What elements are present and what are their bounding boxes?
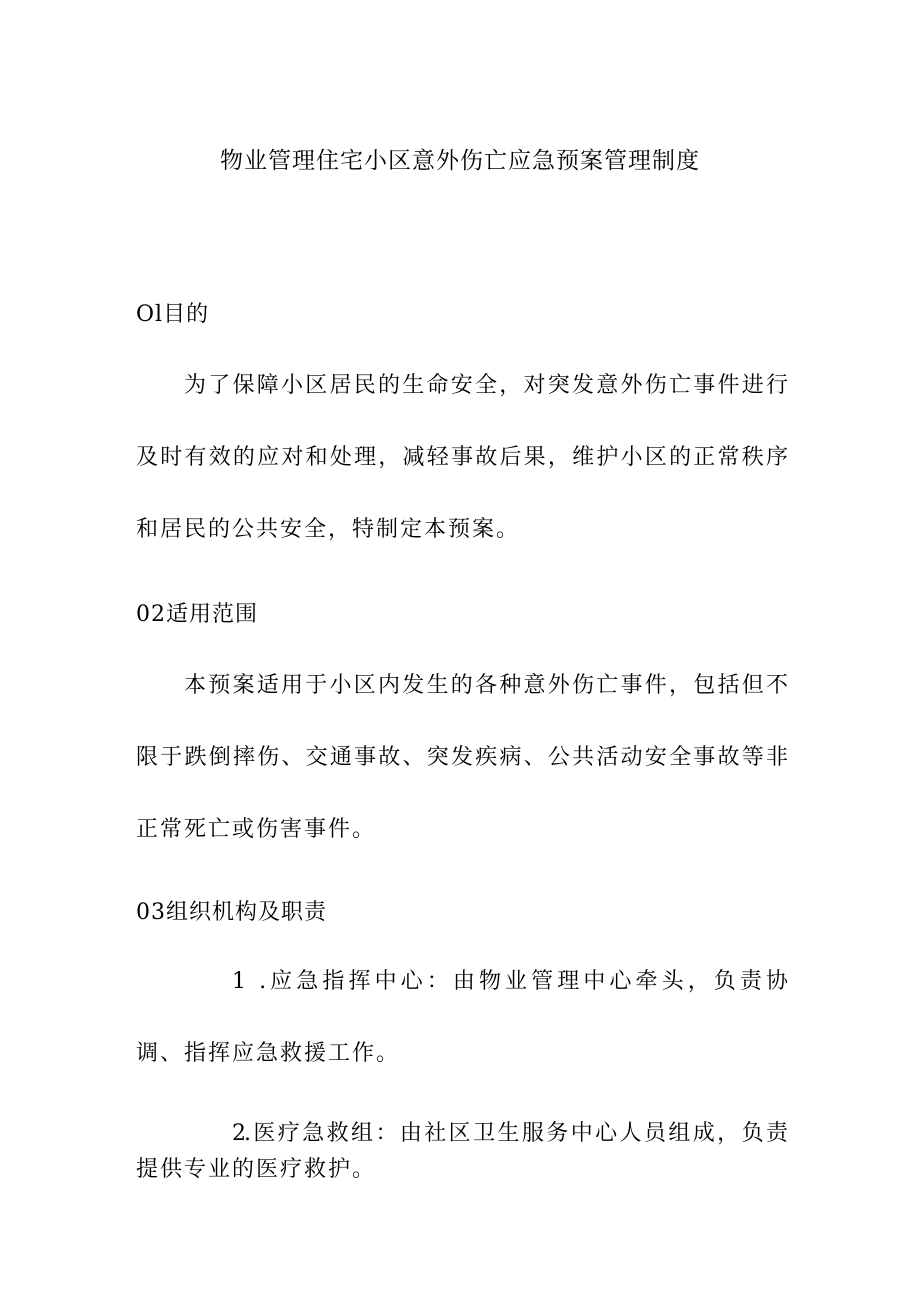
section-heading-scope: 02适用范围	[136, 602, 258, 627]
document-title: 物业管理住宅小区意外伤亡应急预案管理制度	[220, 148, 700, 174]
list-item-text: .应急指挥中心：由物业管理中心牵头，负责协调、指挥应急救援工作。	[136, 969, 790, 1066]
section-heading-organization: 03组织机构及职责	[136, 900, 327, 925]
section-paragraph-scope: 本预案适用于小区内发生的各种意外伤亡事件，包括但不限于跌倒摔伤、交通事故、突发疾病、公共活动安全事故等非正常死亡或伤害事件。	[136, 673, 790, 842]
list-item-number: 2	[232, 1121, 248, 1146]
section-heading-purpose: Ol目的	[136, 302, 210, 327]
list-item-medical-team	[136, 1116, 790, 1188]
list-item-command-center	[136, 946, 790, 1090]
list-item-number: 1	[232, 969, 248, 994]
list-item-text: .医疗急救组：由社区卫生服务中心人员组成，负责提供专业的医疗救护。	[136, 1121, 790, 1182]
section-paragraph-purpose: 为了保障小区居民的生命安全，对突发意外伤亡事件进行及时有效的应对和处理，减轻事故后果，维护小区的正常秩序和居民的公共安全，特制定本预案。	[136, 373, 790, 542]
